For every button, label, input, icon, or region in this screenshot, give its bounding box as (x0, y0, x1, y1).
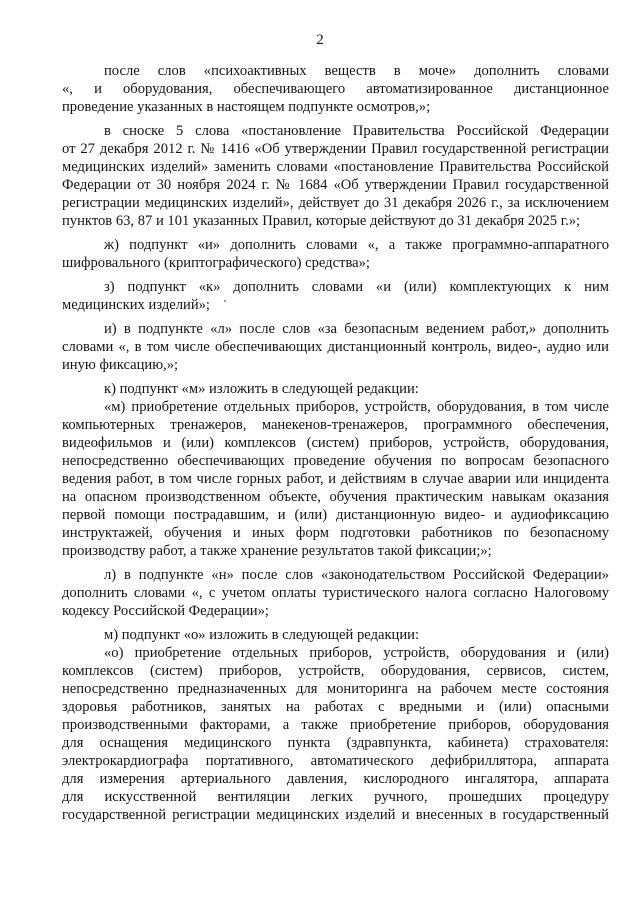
text-line: от 27 декабря 2012 г. № 1416 «Об утверждении Правил государственной регистрации (62, 141, 609, 157)
page-number: 2 (316, 32, 324, 48)
text-line: ведения работ, в том числе горных работ, и действиям в случае аварии или инцидента (62, 471, 609, 487)
text-line: компьютерных тренажеров, манекенов-тренажеров, программного обеспечения, (62, 417, 609, 433)
text-line: проведение указанных в настоящем подпункте осмотров,»; (62, 99, 431, 115)
text-line: иную фиксацию,»; (62, 357, 179, 373)
text-line: инструктажей, обучения и иных форм подготовки работников по безопасному (62, 525, 609, 541)
text-line: первой помощи пострадавшим, и (или) дистанционную видео- и аудиофиксацию (62, 507, 609, 523)
text-line: медицинских изделий»; (62, 297, 210, 313)
text-line: комплексов (систем) приборов, устройств, оборудования, сервисов, систем, (62, 663, 609, 679)
text-line: пунктов 63, 87 и 101 указанных Правил, которые действуют до 31 декабря 2025 г.»; (62, 213, 581, 229)
text-line: ж) подпункт «и» дополнить словами «, а также программно-аппаратного (104, 237, 609, 253)
text-line: государственной регистрации медицинских изделий и внесенных в государственный (62, 807, 609, 823)
text-line: электрокардиографа портативного, автоматического дефибриллятора, аппарата (62, 753, 609, 769)
scan-speck (224, 300, 226, 302)
text-line: в сноске 5 слова «постановление Правительства Российской Федерации (104, 123, 609, 139)
text-line: кодексу Российской Федерации»; (62, 603, 269, 619)
text-line: шифровального (криптографического) средства»; (62, 255, 370, 271)
text-line: для искусственной вентиляции легких ручного, прошедших процедуру (62, 789, 609, 805)
text-line: на опасном производственном объекте, обучения практическим навыкам оказания (62, 489, 609, 505)
text-line: «м) приобретение отдельных приборов, устройств, оборудования, в том числе (104, 399, 609, 415)
text-line: медицинских изделий» заменить словами «постановление Правительства Российской (62, 159, 609, 175)
text-line: непосредственно обеспечивающих проведение обучения по вопросам безопасного (62, 453, 609, 469)
text-line: з) подпункт «к» дополнить словами «и (или) комплектующих к ним (104, 279, 609, 295)
text-line: к) подпункт «м» изложить в следующей редакции: (104, 381, 419, 397)
text-line: для оснащения медицинского пункта (здравпункта, кабинета) страхователя: (62, 735, 609, 751)
text-line: видеофильмов и (или) комплексов (систем) приборов, устройств, оборудования, (62, 435, 609, 451)
text-line: и) в подпункте «л» после слов «за безопасным ведением работ,» дополнить (104, 321, 609, 337)
text-line: словами «, в том числе обеспечивающих дистанционный контроль, видео-, аудио или (62, 339, 609, 355)
text-line: после слов «психоактивных веществ в моче» дополнить словами (104, 63, 609, 79)
text-line: производственными факторами, а также приобретение приборов, оборудования (62, 717, 609, 733)
text-line: м) подпункт «о» изложить в следующей редакции: (104, 627, 420, 643)
text-line: дополнить словами «, с учетом оплаты туристического налога согласно Налоговому (62, 585, 609, 601)
text-line: «о) приобретение отдельных приборов, устройств, оборудования и (или) (104, 645, 609, 661)
text-line: Федерации от 30 ноября 2024 г. № 1684 «Об утверждении Правил государственной (62, 177, 609, 193)
text-line: регистрации медицинских изделий», действует до 31 декабря 2026 г., за исключением (62, 195, 609, 211)
text-line: здоровья работников, занятых на работах с вредными и (или) опасными (62, 699, 609, 715)
text-line: «, и оборудования, обеспечивающего автоматизированное дистанционное (62, 81, 609, 97)
text-line: для измерения артериального давления, кислородного ингалятора, аппарата (62, 771, 609, 787)
text-line: непосредственно предназначенных для мониторинга на рабочем месте состояния (62, 681, 609, 697)
text-line: л) в подпункте «н» после слов «законодательством Российской Федерации» (104, 567, 609, 583)
text-line: производству работ, а также хранение результатов такой фиксации;»; (62, 543, 492, 559)
